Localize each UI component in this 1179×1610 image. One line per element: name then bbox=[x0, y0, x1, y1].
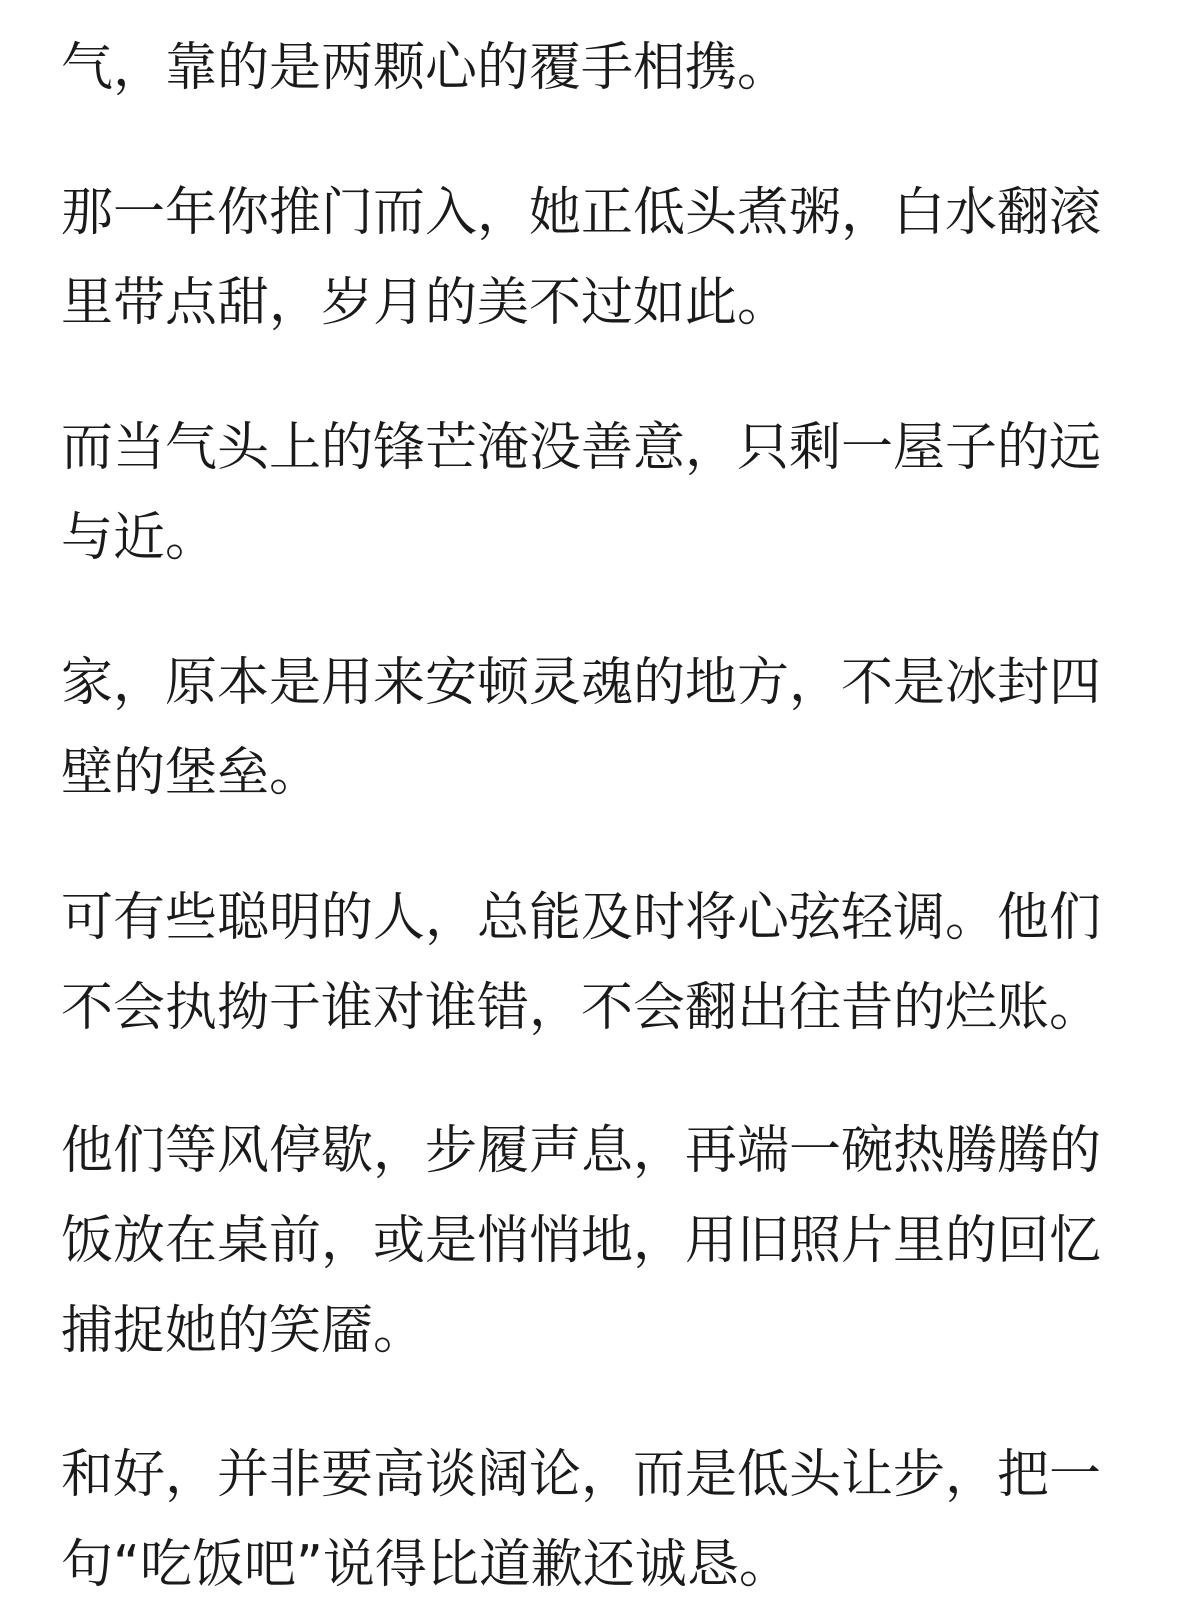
paragraph-3: 而当气头上的锋芒淹没善意，只剩一屋子的远 与近。 bbox=[61, 418, 1102, 568]
paragraph-5: 可有些聪明的人，总能及时将心弦轻调。他们 不会执拗于谁对谁错，不会翻出往昔的烂账。 bbox=[61, 888, 1102, 1038]
paragraph-1: 气，靠的是两颗心的覆手相携。 bbox=[61, 38, 790, 98]
paragraph-2: 那一年你推门而入，她正低头煮粥，白水翻滚 里带点甜，岁月的美不过如此。 bbox=[61, 183, 1102, 333]
paragraph-4: 家，原本是用来安顿灵魂的地方，不是冰封四 壁的堡垒。 bbox=[61, 653, 1102, 803]
paragraph-6: 他们等风停歇，步履声息，再端一碗热腾腾的 饭放在桌前，或是悄悄地，用旧照片里的回忆 捕捉她的笑靥。 bbox=[61, 1121, 1102, 1361]
paragraph-7: 和好，并非要高谈阔论，而是低头让步，把一 句“吃饭吧”说得比道歉还诚恳。 bbox=[61, 1445, 1102, 1595]
